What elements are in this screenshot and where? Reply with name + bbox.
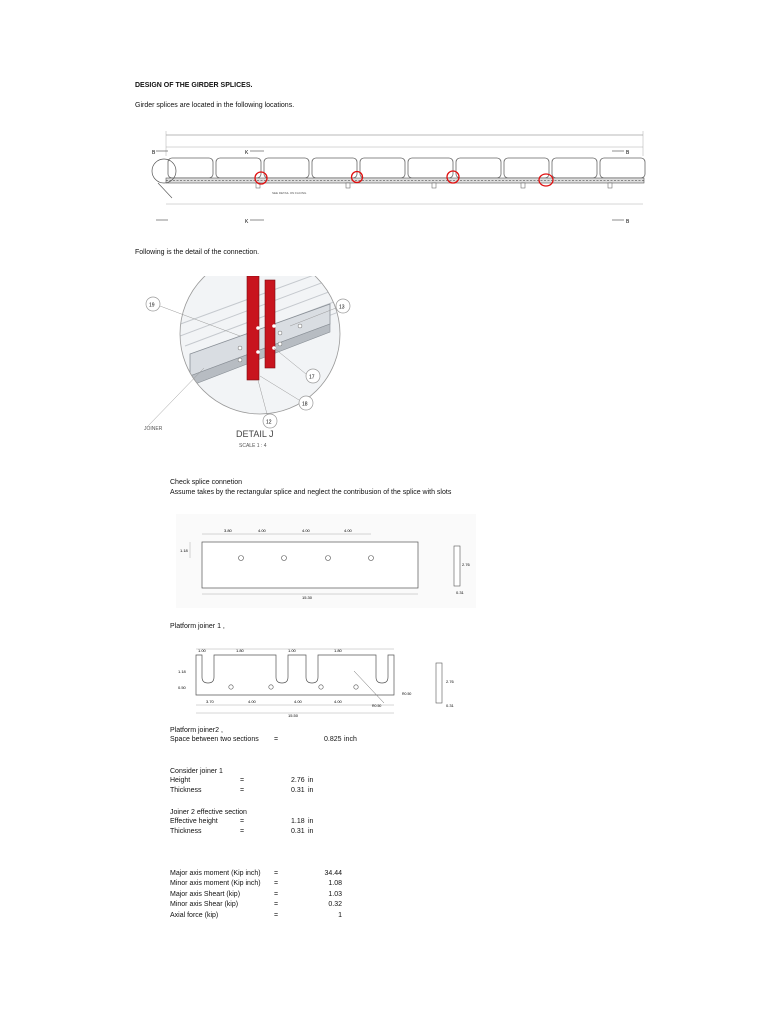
force-value: 1.08: [328, 880, 342, 887]
detail-title: DETAIL J: [236, 429, 274, 439]
dim-label: 2.76: [446, 679, 454, 684]
dim-label: 2.76: [462, 562, 470, 567]
force-eq: =: [274, 870, 279, 877]
detail-scale: SCALE 1 : 4: [239, 443, 267, 449]
callout-number: 12: [266, 419, 272, 426]
row-eq: =: [240, 777, 245, 784]
row-unit: in: [308, 828, 314, 835]
dim-label: 1.00: [198, 648, 206, 653]
joiner1-drawing: [176, 514, 476, 608]
row-label: Thickness: [170, 787, 202, 794]
row-eq: =: [240, 787, 245, 794]
section-label: K: [245, 219, 249, 225]
dim-label: 15.30: [302, 595, 313, 600]
row-unit: in: [308, 787, 314, 794]
force-eq: =: [274, 912, 279, 919]
force-value: 1: [338, 912, 342, 919]
dim-label: 1.18: [180, 548, 188, 553]
platform-joiner-2-label: Platform joiner2 ,: [170, 727, 223, 734]
row-value: 2.76: [291, 777, 305, 784]
row-label: Thickness: [170, 828, 202, 835]
dim-label: 4.00: [294, 699, 302, 704]
row-eq: =: [240, 828, 245, 835]
dim-label: 0.31: [446, 703, 454, 708]
dim-label: 1.00: [288, 648, 296, 653]
dim-label: 1.18: [178, 669, 186, 674]
force-label: Major axis Sheart (kip): [170, 891, 241, 898]
force-value: 1.03: [328, 891, 342, 898]
row-value: 0.31: [291, 787, 305, 794]
section-label: B: [626, 150, 630, 156]
force-value: 34.44: [324, 870, 342, 877]
dim-label: 15.50: [288, 713, 299, 718]
girder-elevation-drawing: [138, 126, 648, 228]
row-label: Height: [170, 777, 191, 784]
page-title: DESIGN OF THE GIRDER SPLICES.: [135, 82, 253, 89]
dim-label: 4.00: [258, 528, 266, 533]
dim-label: 1.80: [236, 648, 244, 653]
row-unit: in: [308, 777, 314, 784]
section-label: B: [152, 150, 156, 156]
dim-label: 4.00: [344, 528, 352, 533]
force-label: Major axis moment (Kip inch): [170, 870, 261, 877]
dim-label: 4.00: [248, 699, 256, 704]
drawing-note: SEE DETAIL ON FACING: [272, 191, 307, 195]
check-line-1: Check splice connetion: [170, 479, 242, 486]
splice-plate: [265, 280, 275, 368]
callout-number: 18: [302, 401, 308, 408]
callout-number: 17: [309, 374, 315, 381]
row-eq: =: [240, 818, 245, 825]
space-eq: =: [274, 736, 279, 743]
dim-label: 1.80: [334, 648, 342, 653]
dim-label: 0.50: [178, 685, 186, 690]
row-value: 1.18: [291, 818, 305, 825]
intro-text: Girder splices are located in the following locations.: [135, 102, 295, 109]
row-value: 0.31: [291, 828, 305, 835]
consider-title: Consider joiner 1: [170, 768, 223, 775]
space-value: 0.825: [324, 736, 342, 743]
dim-label: 4.00: [334, 699, 342, 704]
force-eq: =: [274, 901, 279, 908]
effective-title: Joiner 2 effective section: [170, 809, 247, 816]
force-label: Axial force (kip): [170, 912, 219, 919]
force-label: Minor axis Shear (kip): [170, 901, 239, 908]
platform-joiner-1-label: Platform joiner 1 ,: [170, 623, 225, 630]
force-value: 0.32: [328, 901, 342, 908]
dim-label: 3.70: [206, 699, 214, 704]
joiner-label: JOINER: [144, 426, 163, 432]
following-text: Following is the detail of the connection.: [135, 249, 260, 256]
check-line-2: Assume takes by the rectangular splice and neglect the contribusion of the splice with slots: [170, 489, 452, 496]
callout-number: 19: [149, 302, 155, 309]
dim-label: R0.50: [372, 704, 382, 708]
row-label: Effective height: [170, 818, 218, 825]
force-eq: =: [274, 880, 279, 887]
space-unit: inch: [344, 736, 357, 743]
detail-j-drawing: [140, 276, 370, 456]
dim-label: 4.00: [302, 528, 310, 533]
callout-number: 13: [339, 304, 345, 311]
section-label: B: [626, 219, 630, 225]
force-eq: =: [274, 891, 279, 898]
space-label: Space between two sections: [170, 736, 259, 743]
dim-label: 0.31: [456, 590, 464, 595]
row-unit: in: [308, 818, 314, 825]
section-label: K: [245, 150, 249, 156]
dim-label: R0.50: [402, 692, 412, 696]
joiner2-drawing: [176, 643, 468, 719]
force-label: Minor axis moment (Kip inch): [170, 880, 261, 887]
dim-label: 3.80: [224, 528, 232, 533]
